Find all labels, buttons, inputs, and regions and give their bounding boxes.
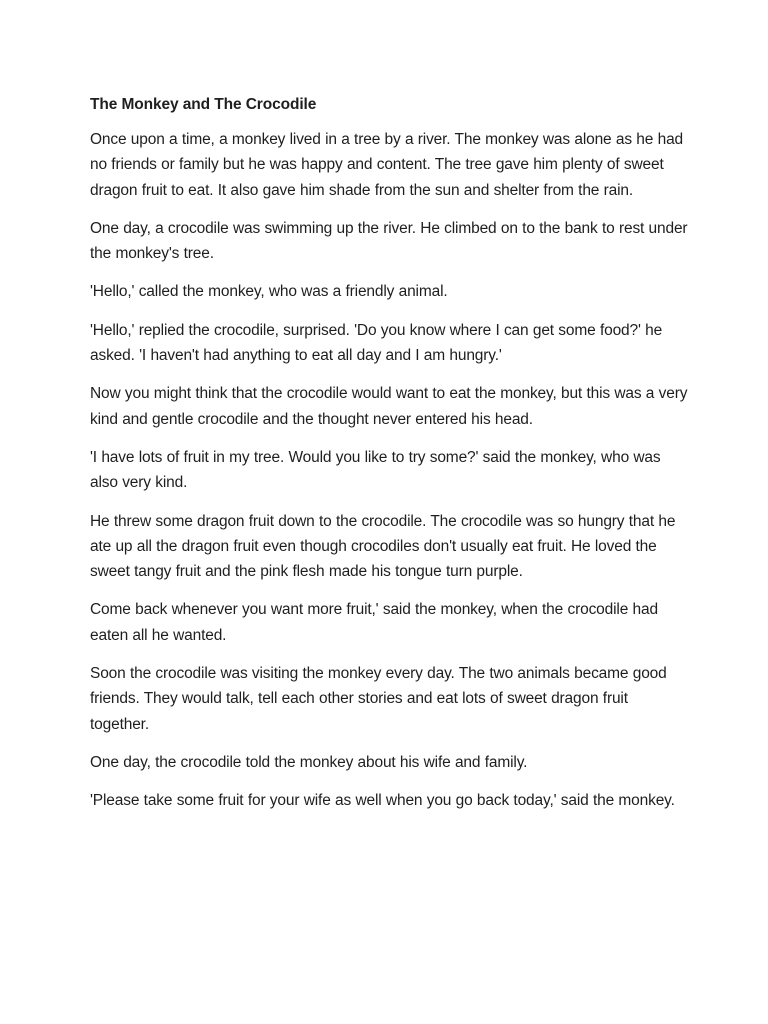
paragraph-2: One day, a crocodile was swimming up the river. He climbed on to the bank to rest under the monkey's tree. [90, 219, 688, 263]
paragraph-1: Once upon a time, a monkey lived in a tree by a river. The monkey was alone as he had no friends or family but he was happy and content. The tree gave him plenty of sweet dragon fruit to eat. It also gave him shade from the sun and shelter from the rain. [90, 131, 684, 199]
paragraph-7: He threw some dragon fruit down to the crocodile. The crocodile was so hungry that he ate up all the dragon fruit even though crocodiles don't usually eat fruit. He loved the sweet tangy fruit and the pink flesh made his tongue turn purple. [90, 512, 676, 581]
paragraph-11: 'Please take some fruit for your wife as well when you go back today,' said the monkey. [90, 792, 675, 810]
paragraph-5: Now you might think that the crocodile would want to eat the monkey, but this was a very kind and gentle crocodile and the thought never entered his head. [90, 385, 688, 428]
document-body [90, 92, 690, 827]
paragraph-9: Soon the crocodile was visiting the monkey every day. The two animals became good friends. They would talk, tell each other stories and eat lots of sweet dragon fruit together. [90, 665, 667, 733]
paragraph-6: 'I have lots of fruit in my tree. Would you like to try some?' said the monkey, who was also very kind. [90, 448, 661, 492]
paragraph-3: 'Hello,' called the monkey, who was a friendly animal. [90, 283, 448, 301]
paragraph-8: Come back whenever you want more fruit,' said the monkey, when the crocodile had eaten all he wanted. [90, 601, 658, 644]
story-title: The Monkey and The Crocodile [90, 96, 317, 113]
paragraph-10: One day, the crocodile told the monkey about his wife and family. [90, 753, 528, 771]
paragraph-4: 'Hello,' replied the crocodile, surprised. 'Do you know where I can get some food?' he asked. 'I haven't had anything to eat all day and I am hungry.' [90, 321, 663, 365]
